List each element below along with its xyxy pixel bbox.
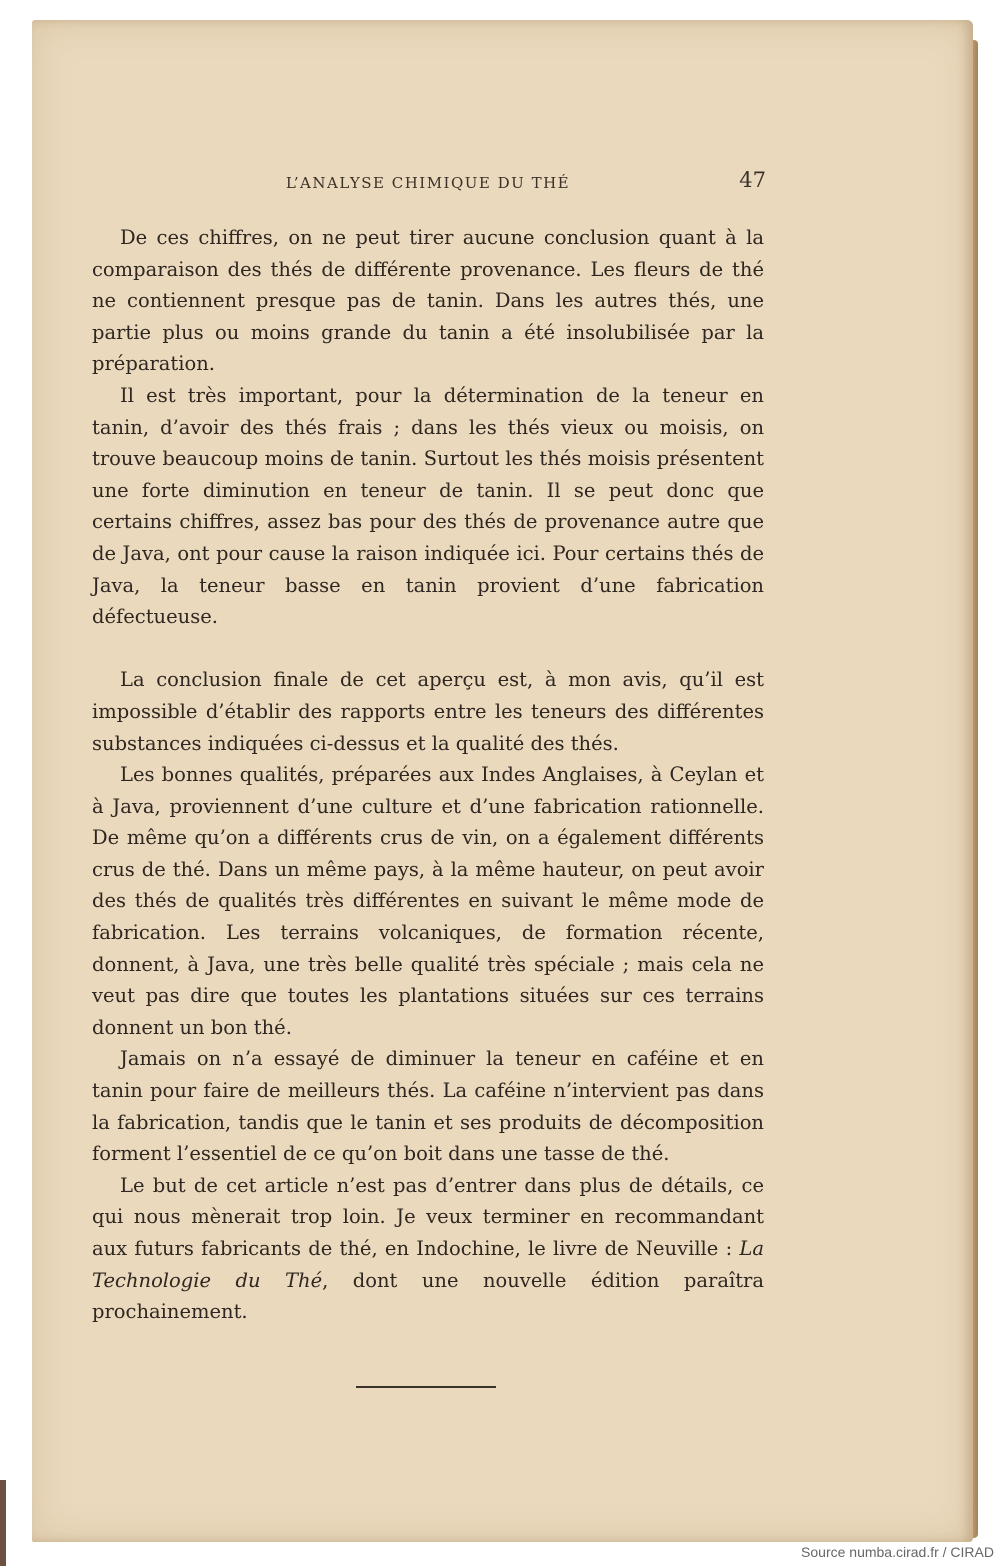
paragraph: Il est très important, pour la détermination de la teneur en tanin, d’avoir des thés frais ; dans les thés vieux ou moisis, on trouve beaucoup moins de tanin. Surtout les thés moisis présentent une forte diminution en teneur de tanin. Il se peut donc que certains chiffres, assez bas pour des thés de provenance autre que de Java, ont pour cause la raison indiquée ici. Pour certains thés de Java, la teneur basse en tanin provient d’une fabrication défectueuse. — [92, 383, 764, 629]
end-rule-divider — [356, 1386, 496, 1388]
source-credit: Source numba.cirad.fr / CIRAD — [801, 1544, 994, 1560]
paragraph-text: Le but de cet article n’est pas d’entrer dans plus de détails, ce qui nous mènerait trop loin. Je veux terminer en recommandant aux futurs fabricants de thé, en Indochine, le livre de Neuville : — [92, 1173, 764, 1260]
paragraph — [92, 1170, 764, 1328]
running-title: L’ANALYSE CHIMIQUE DU THÉ — [285, 174, 571, 192]
paragraph: De ces chiffres, on ne peut tirer aucune conclusion quant à la comparaison des thés de différente provenance. Les fleurs de thé ne contiennent presque pas de tanin. Dans les autres thés, une partie plus ou moins grande du tanin a été insolubilisée par la préparation. — [92, 226, 764, 376]
paragraph: Jamais on n’a essayé de diminuer la teneur en caféine et en tanin pour faire de meilleurs thés. La caféine n’intervient pas dans la fabrication, tandis que le tanin et ses produits de décomposition forment l’essentiel de ce qu’on boit dans une tasse de thé. — [92, 1047, 764, 1166]
text-body — [92, 222, 764, 1328]
running-head — [90, 168, 766, 198]
paragraph-text: , dont une nouvelle édition paraîtra prochainement. — [92, 1268, 764, 1324]
page-number: 47 — [739, 168, 766, 192]
book-title: La Technologie du Thé — [92, 1237, 764, 1292]
book-spine-edge — [0, 1480, 6, 1566]
paragraph: Les bonnes qualités, préparées aux Indes Anglaises, à Ceylan et à Java, proviennent d’une culture et d’une fabrication rationnelle. De même qu’on a différents crus de vin, on a également différents crus de thé. Dans un même pays, à la même hauteur, on peut avoir des thés de qualités très différentes en suivant le même mode de fabrication. Les terrains volcaniques, de formation récente, donnent, à Java, une très belle qualité très spéciale ; mais cela ne veut pas dire que toutes les plantations situées sur ces terrains donnent un bon thé. — [92, 763, 764, 1039]
paragraph: La conclusion finale de cet aperçu est, à mon avis, qu’il est impossible d’établir des rapports entre les teneurs des différentes substances indiquées ci-dessus et la qualité des thés. — [92, 668, 764, 755]
